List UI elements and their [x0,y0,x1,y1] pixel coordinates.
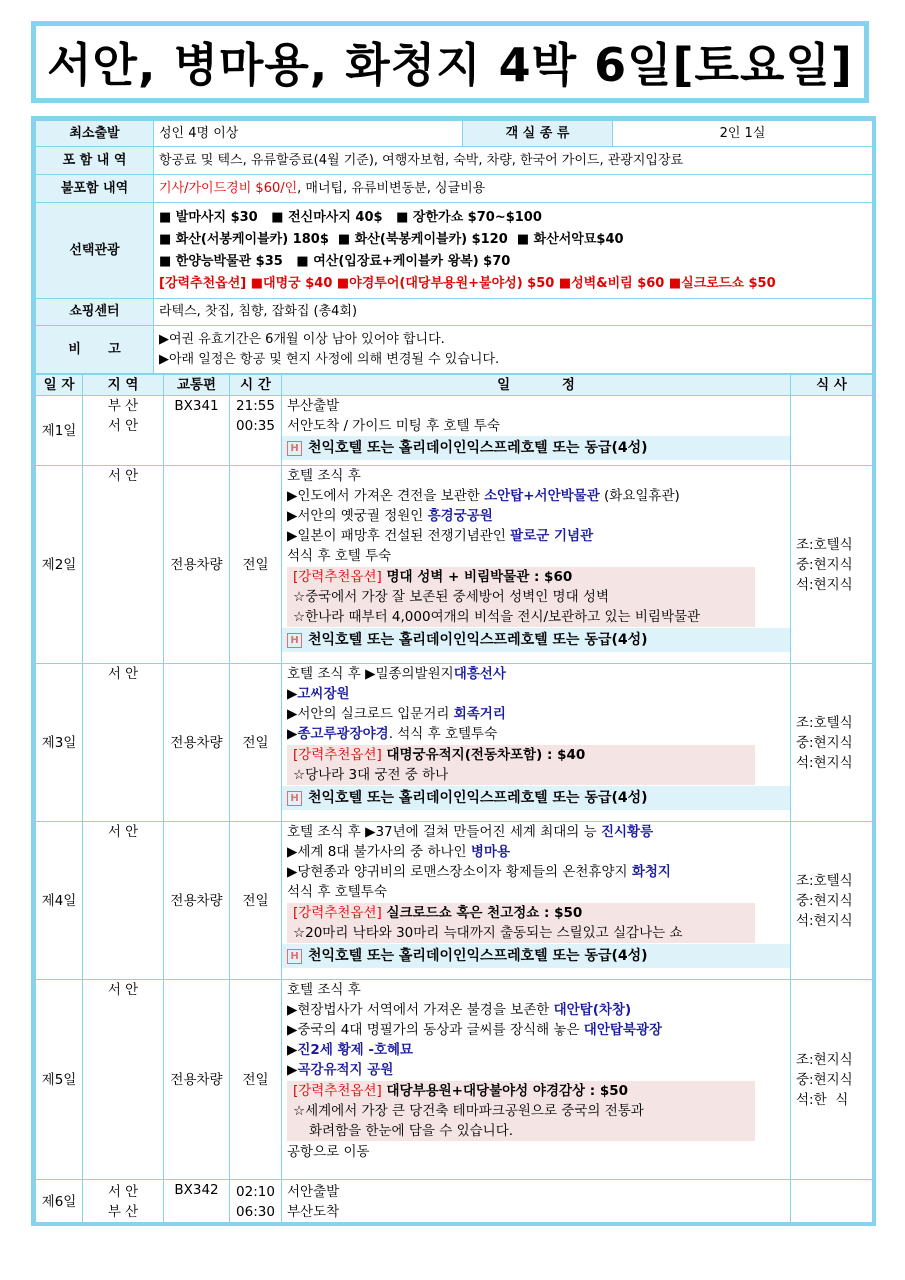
place-1: 부 산 [107,398,139,414]
highlight-place: 고씨장원 [297,686,350,702]
highlight-place: 화청지 [631,864,671,880]
day-schedule [282,396,791,466]
day-row-4 [36,822,873,980]
excl-rest: , 매너팁, 유류비변동분, 싱글비용 [297,180,486,196]
shop-label: 쇼핑센터 [36,299,154,326]
day-place: 서 안 [83,664,164,822]
col-day: 일 자 [36,375,83,396]
note-line-2: ▶아래 일정은 항공 및 현지 사정에 의해 변경될 수 있습니다. [159,351,500,367]
day-transport: 전용차량 [164,822,230,980]
day-meal: 조:호텔식 중:현지식 석:현지식 [791,664,873,822]
itinerary-frame [31,116,876,1226]
hotel-text: 천익호텔 또는 홀리데이인익스프레호텔 또는 동급(4성) [308,790,648,806]
schedule-table [35,374,873,1224]
place-2: 부 산 [107,1203,139,1220]
sched-line: ▶인도에서 가져온 견전을 보관한 소안탑+서안박물관 (화요일휴관) [287,488,680,504]
day-row-6 [36,1180,873,1224]
day-place [83,1180,164,1224]
day-row-3 [36,664,873,822]
incl-label: 포 함 내 역 [36,147,154,175]
hotel-text: 천익호텔 또는 홀리데이인익스프레호텔 또는 동급(4성) [308,440,648,456]
day-label: 제4일 [36,822,83,980]
day-meal [791,396,873,466]
opt-line-1: ■ 발마사지 $30 ■ 전신마사지 40$ ■ 장한가쇼 $70~$100 [159,209,542,225]
day-time: 전일 [230,822,282,980]
opt-line-2: ■ 화산(서봉케이블카) 180$ ■ 화산(북봉케이블카) $120 ■ 화산서악묘$40 [159,231,624,247]
sched-line: ▶종고루광장야경. 석식 후 호텔투숙 [287,726,498,742]
place-2: 서 안 [107,418,139,434]
sched-line: ▶서안의 옛궁궐 정원인 흥경궁공원 [287,508,493,524]
hotel-icon: H [287,791,302,806]
sched-line: 공항으로 이동 [287,1144,370,1160]
day-row-2 [36,466,873,664]
highlight-place: 흥경궁공원 [427,508,493,524]
room-value: 2인 1실 [613,121,873,147]
opt-line-3: ■ 한양능박물관 $35 ■ 여산(입장료+케이블카 왕복) $70 [159,253,511,269]
option-desc: 화려함을 한눈에 담을 수 있습니다. [309,1123,514,1139]
option-desc: ☆한나라 때부터 4,000여개의 비석을 전시/보관하고 있는 비림박물관 [293,609,701,625]
sched-line: 호텔 조식 후 ▶밀종의발원지대흥선사 [287,666,506,682]
highlight-place: 대안탑(차창) [553,1002,632,1018]
day-time [230,396,282,466]
day-schedule [282,822,791,980]
day-meal: 조:호텔식 중:현지식 석:현지식 [791,466,873,664]
day-transport: BX342 [164,1180,230,1224]
excl-value [154,175,873,203]
time-2: 00:35 [236,418,275,434]
highlight-place: 종고루광장야경 [297,726,389,742]
sched-line: 서안출발 [287,1183,340,1200]
note-label: 비 고 [36,326,154,374]
sched-line: 석식 후 호텔 투숙 [287,548,392,564]
opt-values [154,203,873,299]
sched-line: ▶서안의 실크로드 입문거리 회족거리 [287,706,506,722]
highlight-place: 곡강유적지 공원 [297,1062,394,1078]
min-value: 성인 4명 이상 [154,121,463,147]
day-place: 서 안 [83,822,164,980]
page-title: 서안, 병마용, 화청지 4박 6일[토요일] [47,38,853,92]
day-time: 전일 [230,980,282,1180]
option-tag: [강력추천옵션] [293,747,382,763]
hotel-line [282,944,790,968]
hotel-line [282,436,790,460]
sched-line: 호텔 조식 후 [287,982,361,998]
sched-line: 석식 후 호텔투숙 [287,884,387,900]
room-label: 객 실 종 류 [463,121,613,147]
sched-line: 부산도착 [287,1203,340,1220]
day-schedule [282,664,791,822]
option-box [287,745,755,785]
day-schedule [282,1180,791,1224]
sched-line: 호텔 조식 후 ▶37년에 걸쳐 만들어진 세계 최대의 능 진시황릉 [287,824,654,840]
option-title: 명대 성벽 + 비림박물관 : $60 [381,569,573,585]
option-desc: ☆20마리 낙타와 30마리 늑대까지 출동되는 스릴있고 실감나는 쇼 [293,925,683,941]
day-time: 전일 [230,466,282,664]
col-trans: 교통편 [164,375,230,396]
day-label: 제6일 [36,1180,83,1224]
day-transport: BX341 [164,396,230,466]
col-meal: 식 사 [791,375,873,396]
sched-line: ▶일본이 패망후 건설된 전쟁기념관인 팔로군 기념관 [287,528,594,544]
highlight-place: 진시황릉 [600,824,654,840]
option-box [287,567,755,627]
excl-red: 기사/가이드경비 $60/인 [159,180,298,196]
sched-line: 호텔 조식 후 [287,468,361,484]
option-title: 실크로드쇼 혹은 천고정쇼 : $50 [381,905,583,921]
sched-line: 부산출발 [287,398,340,414]
day-row-5 [36,980,873,1180]
day-row-1 [36,396,873,466]
sched-line: ▶현장법사가 서역에서 가져온 불경을 보존한 대안탑(차창) [287,1002,632,1018]
place-1: 서 안 [107,1183,139,1200]
day-meal: 조:호텔식 중:현지식 석:현지식 [791,822,873,980]
option-desc: ☆당나라 3대 궁전 중 하나 [293,767,449,783]
option-desc: ☆중국에서 가장 잘 보존된 중세방어 성벽인 명대 성벽 [293,589,610,605]
highlight-place: 병마용 [470,844,511,860]
option-tag: [강력추천옵션] [293,905,382,921]
day-meal: 조:현지식 중:현지식 석:한 식 [791,980,873,1180]
time-1: 02:10 [236,1183,275,1200]
note-line-1: ▶여권 유효기간은 6개월 이상 남아 있어야 합니다. [159,331,445,347]
excl-label: 불포함 내역 [36,175,154,203]
day-transport: 전용차량 [164,664,230,822]
note-values [154,326,873,374]
option-box [287,903,755,943]
incl-value: 항공료 및 텍스, 유류할증료(4월 기준), 여행자보험, 숙박, 차량, 한국어 가이드, 관광지입장료 [154,147,873,175]
day-label: 제5일 [36,980,83,1180]
opt-label: 선택관광 [36,203,154,299]
day-time: 전일 [230,664,282,822]
sched-line: ▶중국의 4대 명필가의 동상과 글씨를 장식해 놓은 대안탑북광장 [287,1022,663,1038]
option-title: 대당부용원+대당불야성 야경감상 : $50 [381,1083,629,1099]
hotel-line [282,628,790,652]
shop-value: 라텍스, 찻집, 침향, 잡화집 (총4회) [154,299,873,326]
info-table [35,120,873,374]
day-transport: 전용차량 [164,980,230,1180]
hotel-text: 천익호텔 또는 홀리데이인익스프레호텔 또는 동급(4성) [308,948,648,964]
day-schedule [282,980,791,1180]
option-title: 대명궁유적지(전동차포함) : $40 [381,747,586,763]
col-schedule: 일 정 [282,375,791,396]
opt-line-4: [강력추천옵션] ■대명궁 $40 ■야경투어(대당부용원+불야성) $50 ■성벽&비림 $60 ■실크로드쇼 $50 [159,275,776,291]
sched-line: ▶당현종과 양귀비의 로맨스장소이자 황제들의 온천휴양지 화청지 [287,864,671,880]
highlight-place: 대흥선사 [453,666,506,682]
hotel-text: 천익호텔 또는 홀리데이인익스프레호텔 또는 동급(4성) [308,632,648,648]
option-box [287,1081,755,1141]
day-time [230,1180,282,1224]
min-label: 최소출발 [36,121,154,147]
col-time: 시 간 [230,375,282,396]
sched-line: ▶고씨장원 [287,686,350,702]
day-place: 서 안 [83,980,164,1180]
option-desc: ☆세계에서 가장 큰 당건축 테마파크공원으로 중국의 전통과 [293,1103,644,1119]
day-schedule [282,466,791,664]
day-place [83,396,164,466]
day-transport: 전용차량 [164,466,230,664]
sched-line: ▶세계 8대 불가사의 중 하나인 병마용 [287,844,511,860]
day-label: 제3일 [36,664,83,822]
highlight-place: 소안탑+서안박물관 [484,488,600,504]
sched-line: ▶진2세 황제 -호혜묘 [287,1042,414,1058]
hotel-line [282,786,790,810]
hotel-icon: H [287,633,302,648]
time-2: 06:30 [236,1203,275,1220]
hotel-icon: H [287,949,302,964]
hotel-icon: H [287,441,302,456]
option-tag: [강력추천옵션] [293,1083,382,1099]
sched-line: ▶곡강유적지 공원 [287,1062,394,1078]
col-place: 지 역 [83,375,164,396]
day-meal [791,1180,873,1224]
sched-line: 서안도착 / 가이드 미팅 후 호텔 투숙 [287,418,500,434]
title-box [31,21,869,103]
highlight-place: 회족거리 [453,706,506,722]
highlight-place: 팔로군 기념관 [510,528,594,544]
option-tag: [강력추천옵션] [293,569,382,585]
day-label: 제2일 [36,466,83,664]
time-1: 21:55 [236,398,275,414]
highlight-place: 진2세 황제 -호혜묘 [297,1042,414,1058]
day-label: 제1일 [36,396,83,466]
highlight-place: 대안탑북광장 [583,1022,663,1038]
day-place: 서 안 [83,466,164,664]
